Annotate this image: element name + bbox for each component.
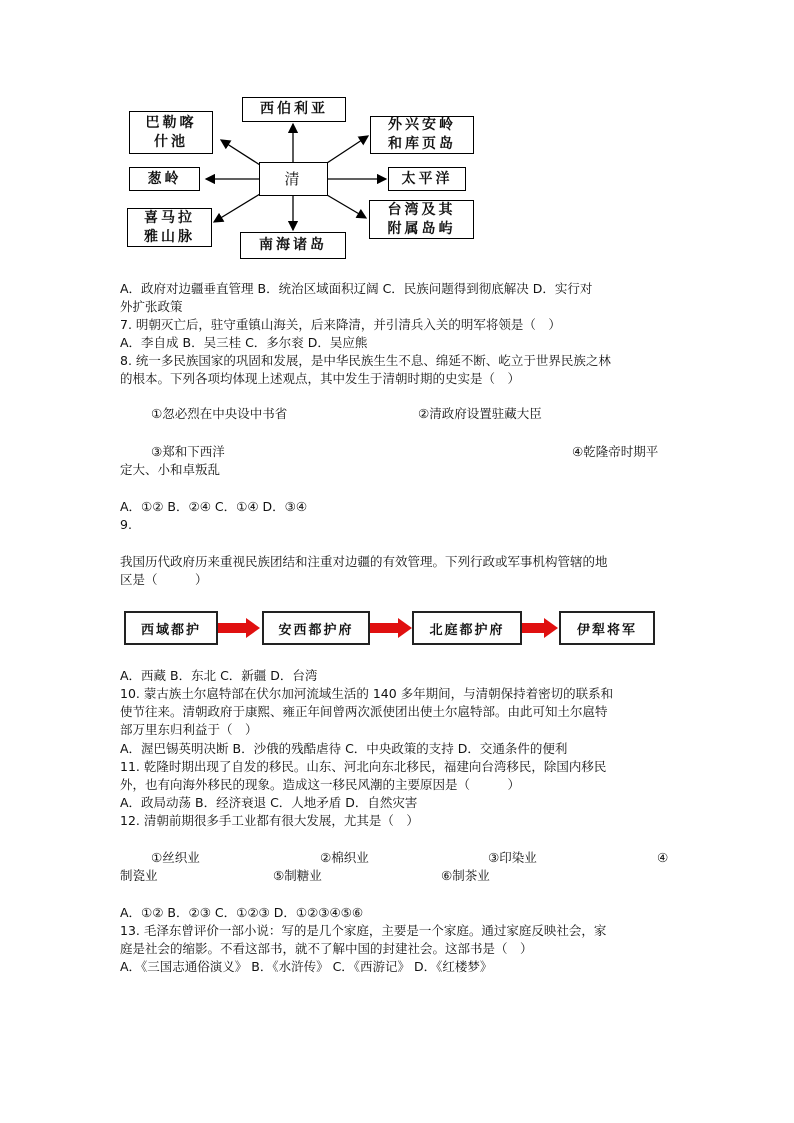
q12-item4a: ④	[657, 850, 669, 865]
q8-stem-line2: 的根本。下列各项均体现上述观点，其中发生于清朝时期的史实是（ ）	[120, 371, 521, 386]
flow-node-anxi-duhufu: 安西都护府	[262, 611, 370, 645]
q12-item3: ③印染业	[488, 850, 537, 865]
q12-item1: ①丝织业	[151, 850, 200, 865]
q8-stem-line1: 8. 统一多民族国家的巩固和发展，是中华民族生生不息、绵延不断、屹立于世界民族之林	[120, 353, 611, 368]
q12-item6: ⑥制茶业	[441, 868, 490, 883]
q12-item5: ⑤制糖业	[273, 868, 322, 883]
q12-item4b: 制瓷业	[120, 868, 158, 883]
node-pacific: 太平洋	[388, 167, 466, 191]
q10-stem-line2: 使节往来。清朝政府于康熙、雍正年间曾两次派使团出使土尔扈特部。由此可知土尔扈特	[120, 704, 608, 719]
q8-item3: ③郑和下西洋	[151, 444, 225, 459]
q6-options-line1: A．政府对边疆垂直管理 B．统治区域面积辽阔 C．民族问题得到彻底解决 D．实行对	[120, 281, 593, 296]
flow-arrow-2	[370, 618, 412, 638]
q8-item4a: ④乾隆帝时期平	[572, 444, 659, 459]
q8-options: A．①② B．②④ C．①④ D．③④	[120, 499, 308, 514]
q9-options: A．西藏 B．东北 C．新疆 D．台湾	[120, 668, 318, 683]
q8-item1: ①忽必烈在中央设中书省	[151, 406, 288, 421]
flow-node-beiting-duhufu: 北庭都护府	[412, 611, 522, 645]
q9-number: 9.	[120, 517, 132, 532]
q11-options: A．政局动荡 B．经济衰退 C．人地矛盾 D．自然灾害	[120, 795, 418, 810]
flow-node-yili-jiangjun: 伊犁将军	[559, 611, 655, 645]
q9-stem-line2: 区是（ ）	[120, 572, 208, 587]
flow-arrow-1	[218, 618, 260, 638]
q9-stem-line1: 我国历代政府历来重视民族团结和注重对边疆的有效管理。下列行政或军事机构管辖的地	[120, 554, 608, 569]
flow-node-xiyu-duhu: 西域都护	[124, 611, 218, 645]
q7-options: A．李自成 B．吴三桂 C．多尔衮 D．吴应熊	[120, 335, 368, 350]
q6-options-line2: 外扩张政策	[120, 299, 183, 314]
node-siberia: 西伯利亚	[242, 97, 346, 122]
q13-stem-line1: 13. 毛泽东曾评价一部小说：写的是几个家庭，主要是一个家庭。通过家庭反映社会，家	[120, 923, 607, 938]
node-balkhash: 巴勒喀 什池	[129, 111, 213, 154]
q13-options: A．《三国志通俗演义》 B．《水浒传》 C．《西游记》 D．《红楼梦》	[120, 959, 493, 974]
q10-stem-line3: 部万里东归利益于（ ）	[120, 722, 258, 737]
q8-item2: ②清政府设置驻藏大臣	[418, 406, 542, 421]
q11-stem-line1: 11. 乾隆时期出现了自发的移民。山东、河北向东北移民，福建向台湾移民，除国内移民	[120, 759, 607, 774]
q12-stem: 12. 清朝前期很多手工业都有很大发展，尤其是（ ）	[120, 813, 419, 828]
q7-stem: 7. 明朝灭亡后，驻守重镇山海关，后来降清，并引清兵入关的明军将领是（ ）	[120, 317, 561, 332]
q13-stem-line2: 庭是社会的缩影。不看这部书，就不了解中国的封建社会。这部书是（ ）	[120, 941, 533, 956]
q11-stem-line2: 外，也有向海外移民的现象。造成这一移民风潮的主要原因是（ ）	[120, 777, 521, 792]
node-khingan: 外兴安岭 和库页岛	[370, 116, 474, 154]
q10-options: A．渥巴锡英明决断 B．沙俄的残酷虐待 C．中央政策的支持 D．交通条件的便利	[120, 741, 568, 756]
node-center-label: 清	[284, 169, 303, 188]
node-himalaya: 喜马拉 雅山脉	[127, 208, 212, 247]
node-south-sea: 南海诸岛	[240, 232, 346, 259]
node-taiwan: 台湾及其 附属岛屿	[369, 200, 474, 239]
flow-arrow-3	[522, 618, 558, 638]
node-congling: 葱岭	[129, 167, 200, 191]
q8-item4b: 定大、小和卓叛乱	[120, 462, 221, 477]
q12-item2: ②棉织业	[320, 850, 369, 865]
q12-options: A．①② B．②③ C．①②③ D．①②③④⑤⑥	[120, 905, 364, 920]
q10-stem-line1: 10. 蒙古族土尔扈特部在伏尔加河流域生活的 140 多年期间，与清朝保持着密切的联系和	[120, 686, 614, 701]
